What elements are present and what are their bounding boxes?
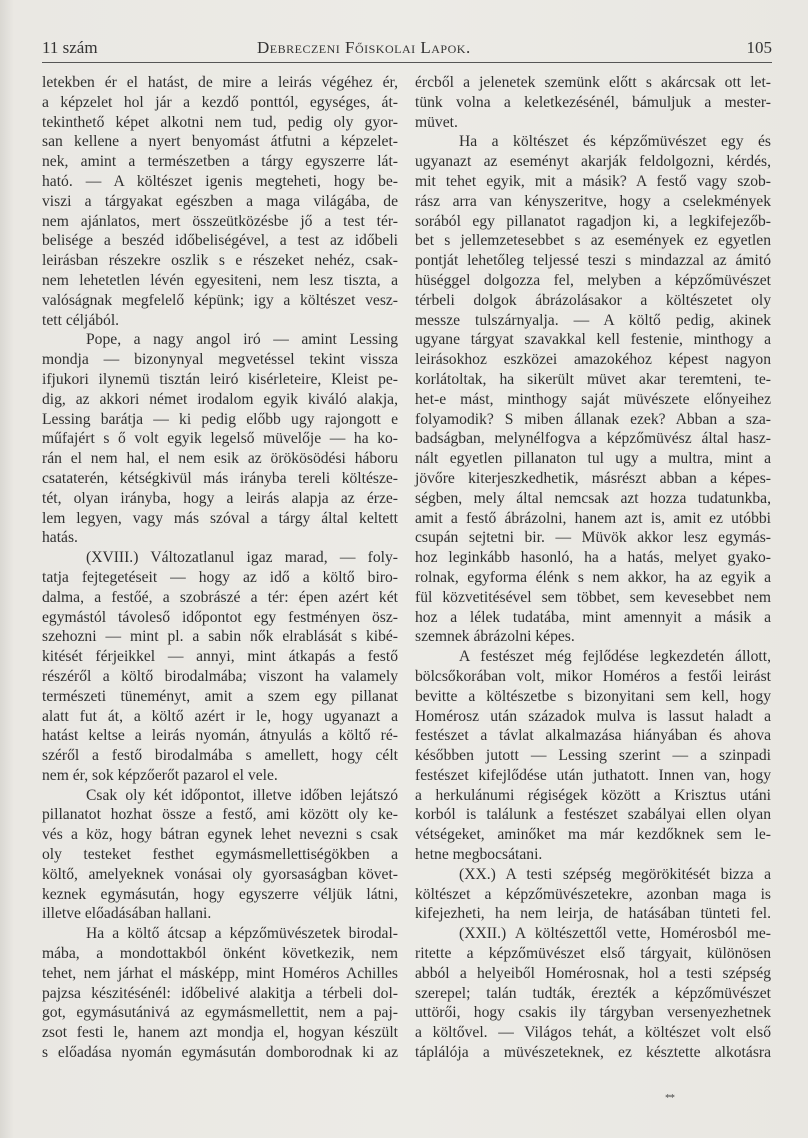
text-line: oly testeket festhet egymásmellettiségökben a bbox=[42, 846, 398, 864]
text-line: táplálója a müvészeteknek, ez késztette alkotásra bbox=[415, 1044, 771, 1062]
text-line: rolnak, egyforma élénk s nem akkor, ha az egyik a bbox=[415, 568, 771, 586]
text-line: bet s jellemzetesebbet s az események ez egyetlen bbox=[415, 232, 771, 250]
text-line: tett céljából. bbox=[42, 311, 120, 329]
text-line: széről a festő birodalmába s amellett, hogy célt bbox=[42, 747, 398, 765]
text-line: fül közvetitésével sem többet, sem kevesebbet nem bbox=[415, 588, 771, 606]
text-line: hetne megbocsátani. bbox=[415, 846, 543, 864]
text-line: Pope, a nagy angol iró — amint Lessing bbox=[86, 331, 398, 349]
text-line: viszi a tárgyakat egészben a maga világába, de bbox=[42, 192, 398, 210]
text-line: s előadása nyomán egymásután domborodnak ki az bbox=[42, 1044, 398, 1062]
text-line: got, egymásutánivá az egymásmellettit, nem a paj- bbox=[42, 1004, 398, 1022]
text-line: illetve előadásában hallani. bbox=[42, 905, 212, 923]
text-line: badságban, melynélfogva a képzőmüvész által hasz- bbox=[415, 430, 771, 448]
text-line: korlátoltak, ha sikerült müvet akar teremteni, te- bbox=[415, 370, 771, 388]
text-line: ifjukori ilynemü tisztán leiró kisérleteire, Kleist pe- bbox=[42, 370, 398, 388]
text-line: valóságnak megfelelő képünk; igy a költészet vesz- bbox=[42, 291, 398, 309]
text-line: mába, a mondottakból önként következik, nem bbox=[42, 945, 398, 963]
text-line: amit a festő ábrázolni, hanem azt is, amit ez utóbbi bbox=[415, 509, 771, 527]
text-line: jövőre kiterjeszkedhetik, másrészt abban a képes- bbox=[415, 469, 771, 487]
text-line: nem lehetetlen lévén egyesiteni, nem lesz tiszta, a bbox=[42, 271, 398, 289]
text-line: vétségeket, aminőket ma már kezdőknek sem le- bbox=[415, 826, 771, 844]
text-line: kifejezheti, ha nem leirja, de hatásában tünteti fel. bbox=[415, 905, 771, 923]
text-line: a költővel. — Világos tehát, a költészet volt első bbox=[415, 1024, 771, 1042]
text-line: tekinthető képet alkotni nem tud, pedig oly gyor- bbox=[42, 113, 398, 131]
text-line: későbben jutott — Lessing szerint — a szinpadi bbox=[415, 747, 771, 765]
text-line: nem ajánlatos, mert összeütközésbe jő a test tér- bbox=[42, 212, 398, 230]
text-line: belisége a beszéd időbeliségével, a test az időbeli bbox=[42, 232, 398, 250]
text-line: zsot festi le, hanem azt mondja el, hogyan készült bbox=[42, 1024, 398, 1042]
text-line: szemnek ábrázolni képes. bbox=[415, 628, 575, 646]
text-line: tehet, nem járhat el másképp, mint Homéros Achilles bbox=[42, 964, 398, 982]
text-line: egymástól távoleső időpontot egy festményen ösz- bbox=[42, 608, 398, 626]
text-line: tatja fejtegetéseit — hogy az idő a költő biro- bbox=[42, 568, 398, 586]
text-line: Ha a költészet és képzőmüvészet egy és bbox=[459, 133, 771, 151]
text-line: korból is találunk a festészet szabályai ellen olyan bbox=[415, 806, 771, 824]
text-line: leirásokhoz eszközei amazokéhoz képest nagyon bbox=[415, 351, 771, 369]
text-line: tét, olyan irányba, hogy a leirás alapja az érze- bbox=[42, 489, 398, 507]
text-line: müvet. bbox=[415, 113, 458, 131]
text-line: (XVIII.) Változatlanul igaz marad, — foly- bbox=[86, 549, 398, 567]
text-line: pontját lehetőleg teljessé teszi s mindazzal az ámitó bbox=[415, 252, 771, 270]
text-line: nek, amint a természetben a tárgy egyszerre lát- bbox=[42, 153, 398, 171]
text-line: messze tulszárnyalja. — A költő pedig, akinek bbox=[415, 311, 771, 329]
text-line: hatást keltse a leirás nyomán, átnyulás a költő ré- bbox=[42, 727, 398, 745]
text-line: hatás. bbox=[42, 529, 78, 547]
text-line: ugyane tárgyat szavakkal kell festenie, minthogy a bbox=[415, 331, 771, 349]
text-line: Lessing barátja — ki pedig előbb ugy rajongott e bbox=[42, 410, 398, 428]
text-line: bevitte a költészetbe s bizonyitani sem kell, hogy bbox=[415, 687, 771, 705]
text-line: vés a köz, hogy bátran egynek lehet nevezni s csak bbox=[42, 826, 398, 844]
signature-mark: ** bbox=[665, 1092, 674, 1104]
text-line: festészet a távlat alkalmazása hiányában és ahova bbox=[415, 727, 771, 745]
text-line: keznek egymásután, hogy egyszerre véljük látni, bbox=[42, 885, 398, 903]
text-line: csupán sejtetni bir. — Müvök akkor lesz egymás- bbox=[415, 529, 771, 547]
text-line: A festészet még fejlődése legkezdetén állott, bbox=[459, 648, 771, 666]
text-line: kitését férjeikkel — annyi, mint átkapás a festő bbox=[42, 648, 398, 666]
text-line: uttörői, hogy csakis ily tárgyban versenyezhetnek bbox=[415, 1004, 771, 1022]
text-line: mit tehet egyik, mit a másik? A festő vagy szob- bbox=[415, 172, 771, 190]
text-line: mondja — bizonynyal megvetéssel tekint vissza bbox=[42, 351, 398, 369]
text-line: lem legyen, vagy más szóval a tárgy által keltett bbox=[42, 509, 398, 527]
journal-title: Debreczeni Főiskolai Lapok. bbox=[257, 38, 471, 57]
right-column bbox=[415, 73, 771, 1063]
text-line: a herkulánumi régiségek között a Krisztus utáni bbox=[415, 786, 771, 804]
text-line: bölcsőkorában volt, mikor Homéros a festői leirást bbox=[415, 667, 771, 685]
text-line: tünk volna a keletkezésénél, bámuljuk a mester- bbox=[415, 93, 771, 111]
text-line: ércből a jelenetek szemünk előtt s akárcsak ott let- bbox=[415, 74, 771, 91]
text-line: san kellene a nyert benyomást átfutni a képzelet- bbox=[42, 133, 398, 151]
text-line: nált egyetlen pillanaton tul ugy a multra, mint a bbox=[415, 450, 771, 468]
text-line: dalma, a festőé, a szobrászé a tér: épen azért két bbox=[42, 588, 398, 606]
text-line: rász arra van kényszeritve, hogy a cselekmények bbox=[415, 192, 771, 210]
text-line: leirásban részekre oszlik s e részeket nehéz, csak- bbox=[42, 252, 398, 270]
text-line: Homérosz után századok mulva is lassut haladt a bbox=[415, 707, 771, 725]
text-line: költészet a képzőmüvészetekre, azonban maga is bbox=[415, 885, 771, 903]
text-line: ségben, mely által nemcsak azt hozza tudatunkba, bbox=[415, 489, 771, 507]
text-line: (XXII.) A költészettől vette, Homérosból me- bbox=[459, 925, 771, 943]
text-line: szerepel; talán tudták, érezték a képzőmüvészet bbox=[415, 984, 771, 1002]
text-line: Csak oly két időpontot, illetve időben lejátszó bbox=[86, 786, 398, 804]
text-line: rán el nem hal, el nem esik az örökösödési háboru bbox=[42, 450, 398, 468]
page-number: 105 bbox=[746, 38, 772, 57]
text-line: természeti tüneményt, amit a szem egy pillanat bbox=[42, 687, 398, 705]
text-line: alatt fut át, a költő azért ir le, hogy ugyanazt a bbox=[42, 707, 398, 725]
text-line: hüséggel dolgozza fel, melyben a képzőmüvészet bbox=[415, 271, 771, 289]
issue-number: 11 szám bbox=[42, 38, 98, 57]
text-line: hoz leginkább hasonló, ha a hatás, melyet gyako- bbox=[415, 549, 771, 567]
text-line: térbeli dolgok ábrázolásakor a költészetet oly bbox=[415, 291, 771, 309]
text-line: pajzsa készitésénél: időbelivé alakitja a térbeli dol- bbox=[42, 984, 398, 1002]
page-header bbox=[42, 36, 772, 63]
text-line: dig, az akkori német irodalom egyik kiváló alakja, bbox=[42, 390, 398, 408]
text-line: műfajért s ő volt egyik legelső müvelője — ha ko- bbox=[42, 430, 398, 448]
text-line: ható. — A költészet igenis megteheti, hogy be- bbox=[42, 172, 398, 190]
text-line: ritette a képzőmüvészet első tárgyait, különösen bbox=[415, 945, 771, 963]
text-line: csataterén, kétségkivül más irányba tereli költésze- bbox=[42, 469, 398, 487]
left-column bbox=[42, 73, 398, 1063]
text-line: költő, amelyeknek vonásai oly gyorsaságban követ- bbox=[42, 865, 398, 883]
text-line: szehozni — mint pl. a sabin nők elrablását s kibé- bbox=[42, 628, 398, 646]
text-line: festészet kifejlődése után juthatott. Innen van, hogy bbox=[415, 766, 771, 784]
text-line: sorából egy pillanatot ragadjon ki, a legkifejezőb- bbox=[415, 212, 771, 230]
text-line: pillanatot hozhat össze a festő, ami között oly ke- bbox=[42, 806, 398, 824]
text-line: (XX.) A testi szépség megörökitését bizza a bbox=[459, 865, 771, 883]
text-line: ugyanazt az eseményt akarják feldolgozni, kérdés, bbox=[415, 153, 771, 171]
text-line: Ha a költő átcsap a képzőmüvészetek birodal- bbox=[86, 925, 398, 943]
text-line: a képzelet hol jár a kezdő ponttól, egységes, át- bbox=[42, 93, 398, 111]
text-line: folyamodik? S miben állanak ezek? Abban a sza- bbox=[415, 410, 771, 428]
text-line: letekben ér el hatást, de mire a leirás végéhez ér, bbox=[42, 74, 398, 91]
text-line: nem ér, sok képzőerőt pazarol el vele. bbox=[42, 766, 278, 784]
text-line: het-e mást, minthogy saját müvészete előnyeihez bbox=[415, 390, 771, 408]
text-line: részéről a költő birodalmába; viszont ha valamely bbox=[42, 667, 398, 685]
text-line: abból a helyeiből Homérosnak, hol a testi szépség bbox=[415, 964, 771, 982]
text-line: hoz a lélek tudatába, mint amennyit a másik a bbox=[415, 608, 771, 626]
